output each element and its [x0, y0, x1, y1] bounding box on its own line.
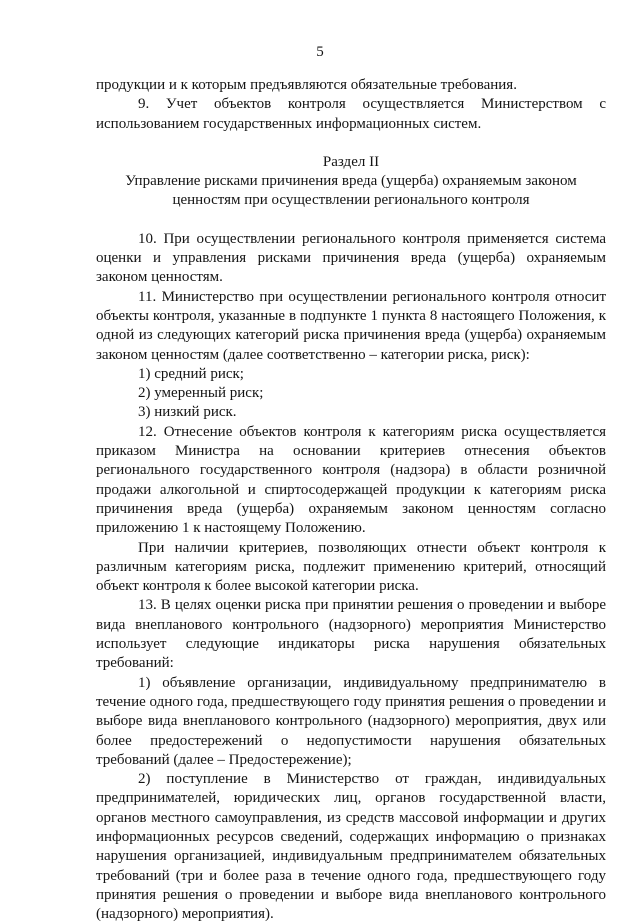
list-item-indicator-1: 1) объявление организации, индивидуальному предпринимателю в течение одного года, предшествующего году принятия решения о проведении и выборе вида внепланового контрольного (надзорного) мероприятия, двух или более предостережений о недопустимости нарушения обязательных требований (далее – Предостережение); — [96, 674, 606, 768]
page-number: 5 — [316, 44, 324, 60]
paragraph-item-13: 13. В целях оценки риска при принятии решения о проведении и выборе вида внепланового контрольного (надзорного) мероприятия Министерство использует следующие индикаторы риска нарушения обязательных требований: — [96, 597, 606, 672]
list-item-risk-low: 3) низкий риск. — [138, 404, 237, 421]
paragraph-item-9: 9. Учет объектов контроля осуществляется Министерством с использованием государственных информационных систем. — [96, 96, 606, 132]
list-item-risk-medium: 1) средний риск; — [138, 365, 244, 382]
paragraph-item-11: 11. Министерство при осуществлении регионального контроля относит объекты контроля, указанные в подпункте 1 пункта 8 настоящего Положения, к одной из следующих категорий риска причинения вреда (ущерба) охраняемым законом ценностям (далее соответственно – категории риска, риск): — [96, 288, 606, 363]
document-body — [96, 76, 606, 924]
section-subtitle: Управление рисками причинения вреда (ущерба) охраняемым законом ценностям при осуществлении регионального контроля — [125, 173, 577, 209]
spacer — [96, 134, 606, 153]
paragraph-continuation: продукции и к которым предъявляются обязательные требования. — [96, 77, 517, 93]
paragraph-criteria: При наличии критериев, позволяющих отнести объект контроля к различным категориям риска, подлежит применению критерий, относящий объект контроля к более высокой категории риска. — [96, 539, 606, 595]
spacer — [96, 211, 606, 230]
section-heading: Раздел II — [322, 153, 380, 170]
paragraph-item-10: 10. При осуществлении регионального контроля применяется система оценки и управления рисками причинения вреда (ущерба) охраняемым законом ценностям. — [96, 230, 606, 286]
list-item-indicator-2: 2) поступление в Министерство от граждан, индивидуальных предпринимателей, юридических лиц, органов государственной власти, органов местного самоуправления, из средств массовой информации и других информационных ресурсов сведений, содержащих информацию о признаках нарушения организацией, индивидуальным предпринимателем обязательных требований (три и более раза в течение одного года, предшествующего году принятия решения о проведении и выборе вида внепланового контрольного (надзорного) мероприятия). — [96, 771, 606, 923]
paragraph-item-12: 12. Отнесение объектов контроля к категориям риска осуществляется приказом Министра на основании критериев отнесения объектов регионального государственного контроля (надзора) в области розничной продажи алкогольной и спиртосодержащей продукции к категориям риска причинения вреда (ущерба) охраняемым законом ценностям согласно приложению 1 к настоящему Положению. — [96, 423, 606, 537]
list-item-risk-moderate: 2) умеренный риск; — [138, 385, 264, 402]
